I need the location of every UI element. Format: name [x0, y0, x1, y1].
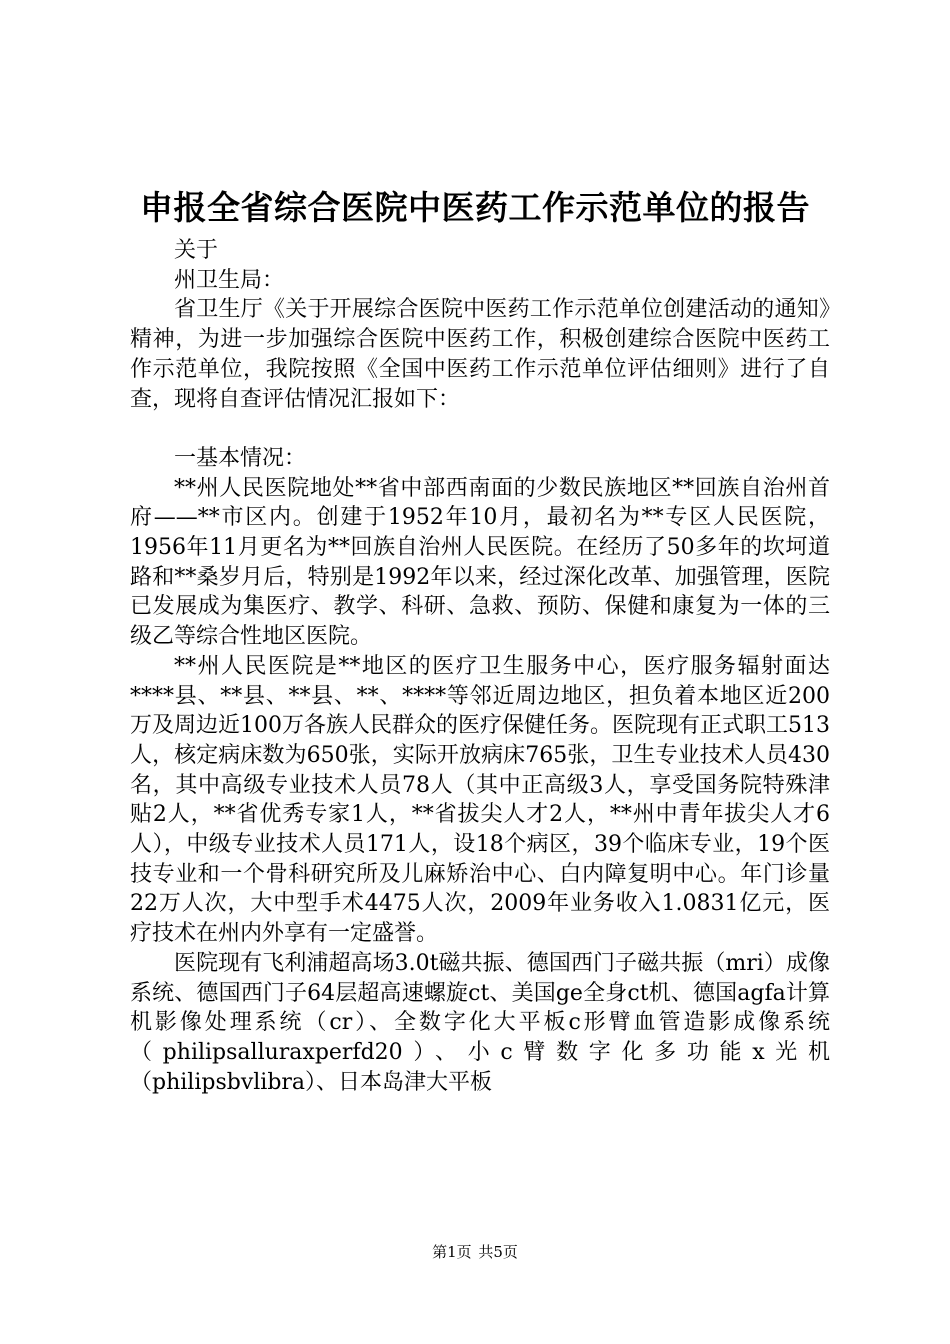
- document-body: [130, 236, 830, 1097]
- paragraph-hospital-scale: **州人民医院是**地区的医疗卫生服务中心，医疗服务辐射面达****县、**县、**县、**、****等邻近周边地区，担负着本地区近200万及周边近100万各族人民群众的医疗保健任务。医院现有正式职工513人，核定病床数为650张，实际开放病床765张，卫生专业技术人员430名，其中高级专业技术人员78人（其中正高级3人，享受国务院特殊津贴2人，**省优秀专家1人，**省拔尖人才2人，**州中青年拔尖人才6人），中级专业技术人员171人，设18个病区，39个临床专业，19个医技专业和一个骨科研究所及儿麻矫治中心、白内障复明中心。年门诊量22万人次，大中型手术4475人次，2009年业务收入1.0831亿元，医疗技术在州内外享有一定盛誉。: [130, 653, 830, 947]
- paragraph-hospital-equipment: 医院现有飞利浦超高场3.0t磁共振、德国西门子磁共振（mri）成像系统、德国西门子64层超高速螺旋ct、美国ge全身ct机、德国agfa计算机影像处理系统（cr）、全数字化大平板c形臂血管造影成像系统（philipsalluraxperfd20）、小c臂数字化多功能x光机（philipsbvlibra）、日本岛津大平板: [130, 950, 830, 1095]
- salutation-recipient: 州卫生局：: [174, 267, 285, 293]
- page-footer: 第1页 共5页: [432, 1243, 518, 1261]
- blank-line: [130, 414, 830, 444]
- section-heading-basic-info: 一基本情况：: [174, 445, 307, 471]
- paragraph-hospital-history: **州人民医院地处**省中部西南面的少数民族地区**回族自治州首府——**市区内。创建于1952年10月，最初名为**专区人民医院，1956年11月更名为**回族自治州人民医院。在经历了50多年的坎坷道路和**桑岁月后，特别是1992年以来，经过深化改革、加强管理，医院已发展成为集医疗、教学、科研、急救、预防、保健和康复为一体的三级乙等综合性地区医院。: [130, 475, 830, 650]
- salutation-about: 关于: [174, 238, 219, 263]
- document-title: 申报全省综合医院中医药工作示范单位的报告: [140, 188, 810, 227]
- intro-paragraph: 省卫生厅《关于开展综合医院中医药工作示范单位创建活动的通知》精神，为进一步加强综合医院中医药工作，积极创建综合医院中医药工作示范单位，我院按照《全国中医药工作示范单位评估细则》进行了自查，现将自查评估情况汇报如下：: [130, 297, 830, 412]
